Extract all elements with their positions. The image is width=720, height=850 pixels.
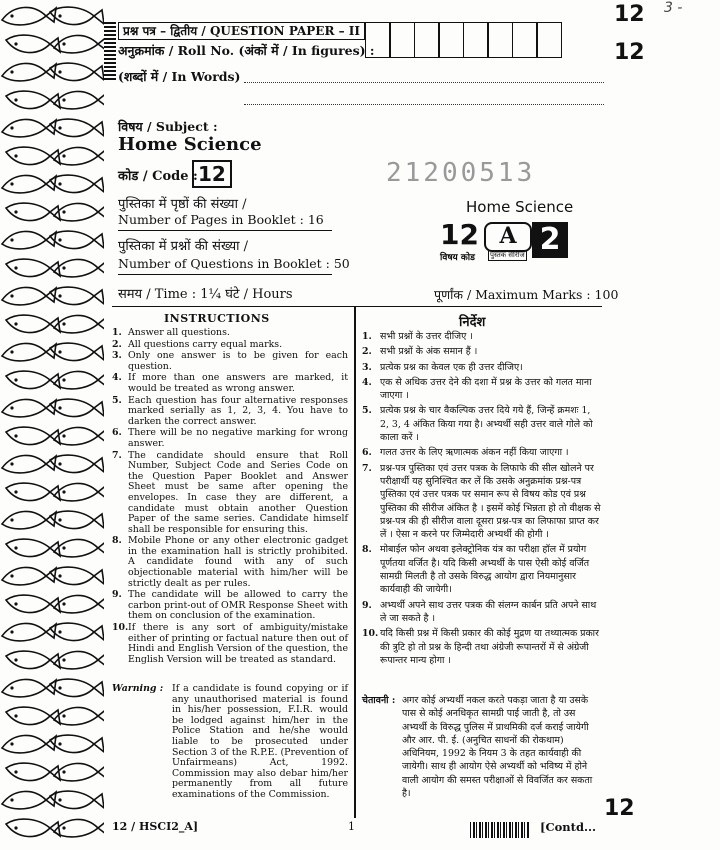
roll-in-words-label: (शब्दों में / In Words): [118, 69, 241, 84]
fish-ornament: [54, 763, 104, 780]
fish-ornament: [6, 315, 60, 332]
warning-block: [112, 684, 348, 801]
instruction-item: [112, 428, 348, 449]
instruction-item: [112, 396, 348, 428]
fish-ornament: [50, 399, 104, 416]
instruction-text: Only one answer is to be given for each question.: [128, 350, 348, 372]
fish-ornament: [2, 567, 56, 584]
roll-digit-box[interactable]: [414, 22, 440, 58]
subject-code-caption: विषय कोड: [440, 253, 475, 263]
instruction-number: 8.: [112, 535, 122, 547]
fish-ornament: [50, 735, 104, 752]
roll-digit-box[interactable]: [487, 22, 513, 58]
fish-ornament: [6, 595, 60, 612]
hindi-instruction-item: [362, 446, 602, 459]
hindi-warning-block: [362, 694, 602, 800]
fish-ornament: [54, 651, 104, 668]
fish-ornament: [54, 91, 104, 108]
hindi-instruction-text: गलत उत्तर के लिए ऋणात्मक अंकन नहीं किया जाएगा ।: [380, 447, 569, 459]
roll-in-words-line[interactable]: [244, 82, 604, 83]
exam-cover-page: [104, 0, 720, 850]
hindi-instruction-number: 6.: [362, 447, 372, 459]
fish-ornament: [6, 259, 60, 276]
hindi-instruction-item: [362, 345, 602, 358]
fish-ornament: [54, 315, 104, 332]
set-subject: Home Science: [466, 198, 574, 216]
fish-ornament: [2, 175, 56, 192]
fish-ornament: [54, 819, 104, 836]
hindi-instruction-number: 3.: [362, 361, 372, 373]
max-marks-label: पूर्णांक / Maximum Marks : 100: [434, 287, 619, 302]
hindi-instruction-text: अभ्यर्थी अपने साथ उत्तर पत्रक की संलग्न कार्बन प्रति अपने साथ ले जा सकते है ।: [380, 599, 597, 624]
fish-ornament: [2, 735, 56, 752]
hindi-instruction-number: 9.: [362, 599, 372, 611]
warning-text: If a candidate is found copying or if any unauthorised material is found in his/her possession, F.I.R. would be lodged against him/her in the Police Station and he/she would liable to be prosecuted under Section 3 of the R.P.E. (Prevention of Unfairmeans) Act, 1992. Commission may also debar him/her permanently from all future examinations of the Commission.: [172, 683, 348, 800]
footer-paper-code: 12 / HSCI2_A]: [112, 820, 199, 833]
hindi-instruction-text: सभी प्रश्नों के अंक समान हैं ।: [380, 346, 478, 358]
fish-ornament: [2, 119, 56, 136]
fish-ornament: [2, 7, 56, 24]
column-divider: [354, 306, 356, 818]
fish-ornament: [54, 203, 104, 220]
fish-ornament: [50, 343, 104, 360]
instructions-heading: INSTRUCTIONS: [164, 312, 270, 325]
question-paper-label: प्रश्न पत्र – द्वितीय / QUESTION PAPER – II: [118, 22, 365, 40]
roll-digit-box[interactable]: [463, 22, 489, 58]
fish-ornament: [2, 287, 56, 304]
fish-ornament: [54, 371, 104, 388]
hindi-instructions-list: [362, 330, 602, 669]
instruction-item: [112, 373, 348, 394]
fish-ornament: [50, 63, 104, 80]
fish-ornament: [54, 147, 104, 164]
hindi-instruction-item: [362, 330, 602, 343]
divider: [118, 274, 332, 275]
hindi-instruction-text: प्रत्येक प्रश्न का केवल एक ही उत्तर दीजिए।: [380, 361, 523, 373]
fish-ornament: [2, 679, 56, 696]
fish-ornament: [6, 651, 60, 668]
questions-count-label: Number of Questions in Booklet : 50: [118, 256, 350, 271]
set-code-number: 12: [440, 218, 479, 251]
fish-ornament: [54, 707, 104, 724]
roll-digit-box[interactable]: [512, 22, 538, 58]
hindi-instruction-number: 4.: [362, 376, 372, 388]
instruction-item: [112, 590, 348, 622]
decorative-border: [0, 0, 104, 850]
fish-ornament: [6, 539, 60, 556]
instruction-number: 3.: [112, 350, 122, 362]
hindi-instruction-item: [362, 462, 602, 542]
fish-ornament: [2, 455, 56, 472]
instruction-number: 6.: [112, 427, 122, 439]
fish-ornament: [6, 483, 60, 500]
instruction-number: 1.: [112, 327, 122, 338]
footer-barcode: [470, 822, 530, 838]
fish-ornament: [2, 231, 56, 248]
hindi-instruction-number: 1.: [362, 331, 372, 342]
fish-ornament: [6, 763, 60, 780]
roll-digit-box[interactable]: [536, 22, 562, 58]
fish-ornament: [50, 791, 104, 808]
instruction-text: Mobile Phone or any other electronic gadget in the examination hall is strictly prohibited. A candidate found with any of such objectionable material with him/her will be strictly dealt as per rules.: [128, 535, 348, 589]
instruction-text: Each question has four alternative responses marked serially as 1, 2, 3, 4. You have to darken the correct answer.: [128, 394, 348, 427]
roll-digit-box[interactable]: [438, 22, 464, 58]
hindi-instruction-text: प्रत्येक प्रश्न के चार वैकल्पिक उत्तर दिये गये हैं, जिन्हें क्रमशः 1, 2, 3, 4 अंकित किया गया है। अभ्यर्थी सही उत्तर वाले गोले को काला करें ।: [380, 405, 593, 444]
questions-count-label-hi: पुस्तिका में प्रश्नों की संख्या /: [118, 239, 248, 254]
fish-ornament: [50, 623, 104, 640]
fish-ornament: [50, 511, 104, 528]
fish-ornament: [6, 371, 60, 388]
instruction-text: All questions carry equal marks.: [128, 338, 283, 350]
hindi-instruction-number: 7.: [362, 462, 372, 474]
series-letter: A: [484, 222, 532, 252]
warning-label: Warning :: [112, 683, 164, 694]
instruction-number: 5.: [112, 394, 122, 406]
series-caption: पुस्तक सीरीज: [490, 251, 525, 259]
divider: [118, 230, 332, 231]
fish-ornament: [50, 679, 104, 696]
hindi-warning-text: अगर कोई अभ्यर्थी नकल करते पकड़ा जाता है या उसके पास से कोई अनधिकृत सामग्री पाई जाती है, तो उस अभ्यर्थी के विरुद्ध पुलिस में प्राथमिकी दर्ज कराई जायेगी और आर. पी. ई. (अनुचित साधनों की रोकथाम) अधिनियम, 1992 के नियम 3 के तहत कार्यवाही की जायेगी। साथ ही आयोग ऐसे अभ्यर्थी को भविष्य में होने वाली आयोग की समस्त परीक्षाओं से विवर्जित कर सकता है।: [402, 695, 593, 800]
fish-ornament: [6, 91, 60, 108]
instruction-item: [112, 451, 348, 536]
fish-ornament: [6, 35, 60, 52]
fish-ornament: [2, 343, 56, 360]
fish-ornament: [6, 203, 60, 220]
instruction-number: 10.: [112, 622, 129, 634]
fish-ornament: [50, 455, 104, 472]
fish-ornament: [2, 623, 56, 640]
fish-ornament: [50, 231, 104, 248]
subject-code-box: 12: [192, 160, 232, 188]
instruction-number: 7.: [112, 449, 122, 461]
fish-ornament: [50, 287, 104, 304]
fish-ornament: [54, 539, 104, 556]
corner-code-mid: 12: [614, 40, 645, 65]
code-label: कोड / Code :: [118, 169, 198, 184]
fish-ornament: [50, 119, 104, 136]
pages-count-label-hi: पुस्तिका में पृष्ठों की संख्या /: [118, 197, 247, 212]
fish-ornament: [54, 483, 104, 500]
subject-name: Home Science: [118, 134, 262, 155]
fish-ornament: [6, 819, 60, 836]
fish-ornament: [50, 567, 104, 584]
continued-label: [Contd...: [540, 820, 596, 834]
instruction-item: [112, 328, 348, 339]
instruction-item: [112, 340, 348, 351]
instruction-text: If there is any sort of ambiguity/mistake either of printing or factual nature then out of Hindi and English Version of the question, the English Version will be treated as standard.: [128, 622, 348, 665]
instruction-text: The candidate will be allowed to carry the carbon print-out of OMR Response Sheet with them on conclusion of the examination.: [128, 589, 348, 622]
hindi-instruction-text: मोबाईल फोन अथवा इलेक्ट्रोनिक यंत्र का परीक्षा हॉल में प्रयोग पूर्णतया वर्जित है। यदि किसी अभ्यर्थी के पास ऐसी कोई वर्जित सामग्री मिलती है तो उसके विरुद्ध आयोग द्वारा नियमानुसार कार्यवाही की जायेगी।: [380, 544, 590, 596]
instruction-item: [112, 536, 348, 589]
roll-in-words-line[interactable]: [244, 104, 604, 105]
hindi-instruction-number: 5.: [362, 405, 372, 417]
hindi-instruction-number: 2.: [362, 346, 372, 358]
instruction-number: 2.: [112, 338, 122, 350]
instruction-number: 4.: [112, 372, 122, 384]
hindi-instruction-item: [362, 404, 602, 444]
hindi-instruction-item: [362, 361, 602, 374]
fish-ornament: [2, 511, 56, 528]
time-label: समय / Time : 1¼ घंटे / Hours: [118, 287, 293, 302]
hindi-instruction-item: [362, 627, 602, 667]
hindi-instruction-text: सभी प्रश्नों के उत्तर दीजिए ।: [380, 331, 473, 342]
hindi-instruction-text: प्रश्न-पत्र पुस्तिका एवं उत्तर पत्रक के लिफाफे की सील खोलने पर परीक्षार्थी यह सुनिश्चित कर लें कि उसके अनुक्रमांक प्रश्न-पत्र पुस्तिका एवं उत्तर पत्रक पर समान रूप से विषय कोड एवं प्रश्न पुस्तिका की सीरीज अंकित है । इसमें कोई भिन्नता हो तो वीक्षक से प्रश्न-पत्र की ही सीरीज वाला दूसरा प्रश्न-पत्र का लिफाफा प्राप्त कर लें । ऐसा न करने पर जिम्मेदारी अभ्यर्थी की होगी ।: [380, 462, 601, 541]
pages-count-label: Number of Pages in Booklet : 16: [118, 212, 324, 227]
hindi-instruction-item: [362, 543, 602, 596]
fish-ornament: [54, 259, 104, 276]
hindi-instruction-text: एक से अधिक उत्तर देने की दशा में प्रश्न के उत्तर को गलत माना जाएगा ।: [380, 376, 592, 402]
hindi-instructions-heading: निर्देश: [459, 315, 486, 330]
fish-ornament: [2, 791, 56, 808]
corner-code-bottom: 12: [604, 796, 635, 821]
roll-digit-box[interactable]: [389, 22, 415, 58]
instruction-text: There will be no negative marking for wrong answer.: [128, 427, 348, 449]
roll-number-boxes[interactable]: [366, 22, 562, 58]
fish-ornament: [50, 175, 104, 192]
hindi-instruction-number: 10.: [362, 628, 379, 640]
subject-label: विषय / Subject :: [118, 119, 218, 134]
instruction-item: [112, 351, 348, 372]
instruction-text: Answer all questions.: [128, 327, 230, 338]
hindi-instruction-item: [362, 376, 602, 403]
hindi-instruction-number: 8.: [362, 544, 372, 556]
hindi-warning-label: चेतावनी :: [362, 695, 396, 706]
fish-ornament: [6, 147, 60, 164]
instruction-text: If more than one answers are marked, it would be treated as wrong answer.: [128, 372, 348, 394]
fish-ornament: [54, 35, 104, 52]
instruction-number: 9.: [112, 589, 122, 601]
handwritten-mark: 3 -: [664, 0, 683, 16]
corner-code-top: 12: [614, 2, 645, 27]
instructions-list: [112, 328, 348, 666]
instruction-text: The candidate should ensure that Roll Number, Subject Code and Series Code on the Question Paper Booklet and Answer Sheet must be same after opening the envelopes. In case they are different, a candidate must obtain another Question Paper of the same series. Candidate himself shall be responsible for ensuring this.: [128, 449, 348, 535]
fish-ornament: [2, 63, 56, 80]
fish-ornament: [6, 707, 60, 724]
fish-ornament: [6, 427, 60, 444]
series-number-box: 2: [532, 222, 568, 258]
booklet-serial-number: 21200513: [386, 158, 536, 188]
side-barcode: [104, 22, 116, 82]
page-number: 1: [348, 820, 355, 833]
divider: [112, 306, 602, 307]
roll-number-label: अनुक्रमांक / Roll No. (अंकों में / In figures) :: [118, 43, 375, 58]
fish-ornament: [54, 427, 104, 444]
fish-ornament: [54, 595, 104, 612]
fish-ornament: [2, 399, 56, 416]
fish-ornament: [50, 7, 104, 24]
hindi-instruction-item: [362, 599, 602, 626]
instruction-item: [112, 623, 348, 665]
roll-digit-box[interactable]: [365, 22, 391, 58]
hindi-instruction-text: यदि किसी प्रश्न में किसी प्रकार की कोई मुद्रण या तथ्यात्मक प्रकार की त्रुटि हो तो प्रश्न के हिन्दी तथा अंग्रेजी रूपान्तरों में से अंग्रेजी रूपान्तर मान्य होगा ।: [380, 628, 599, 666]
